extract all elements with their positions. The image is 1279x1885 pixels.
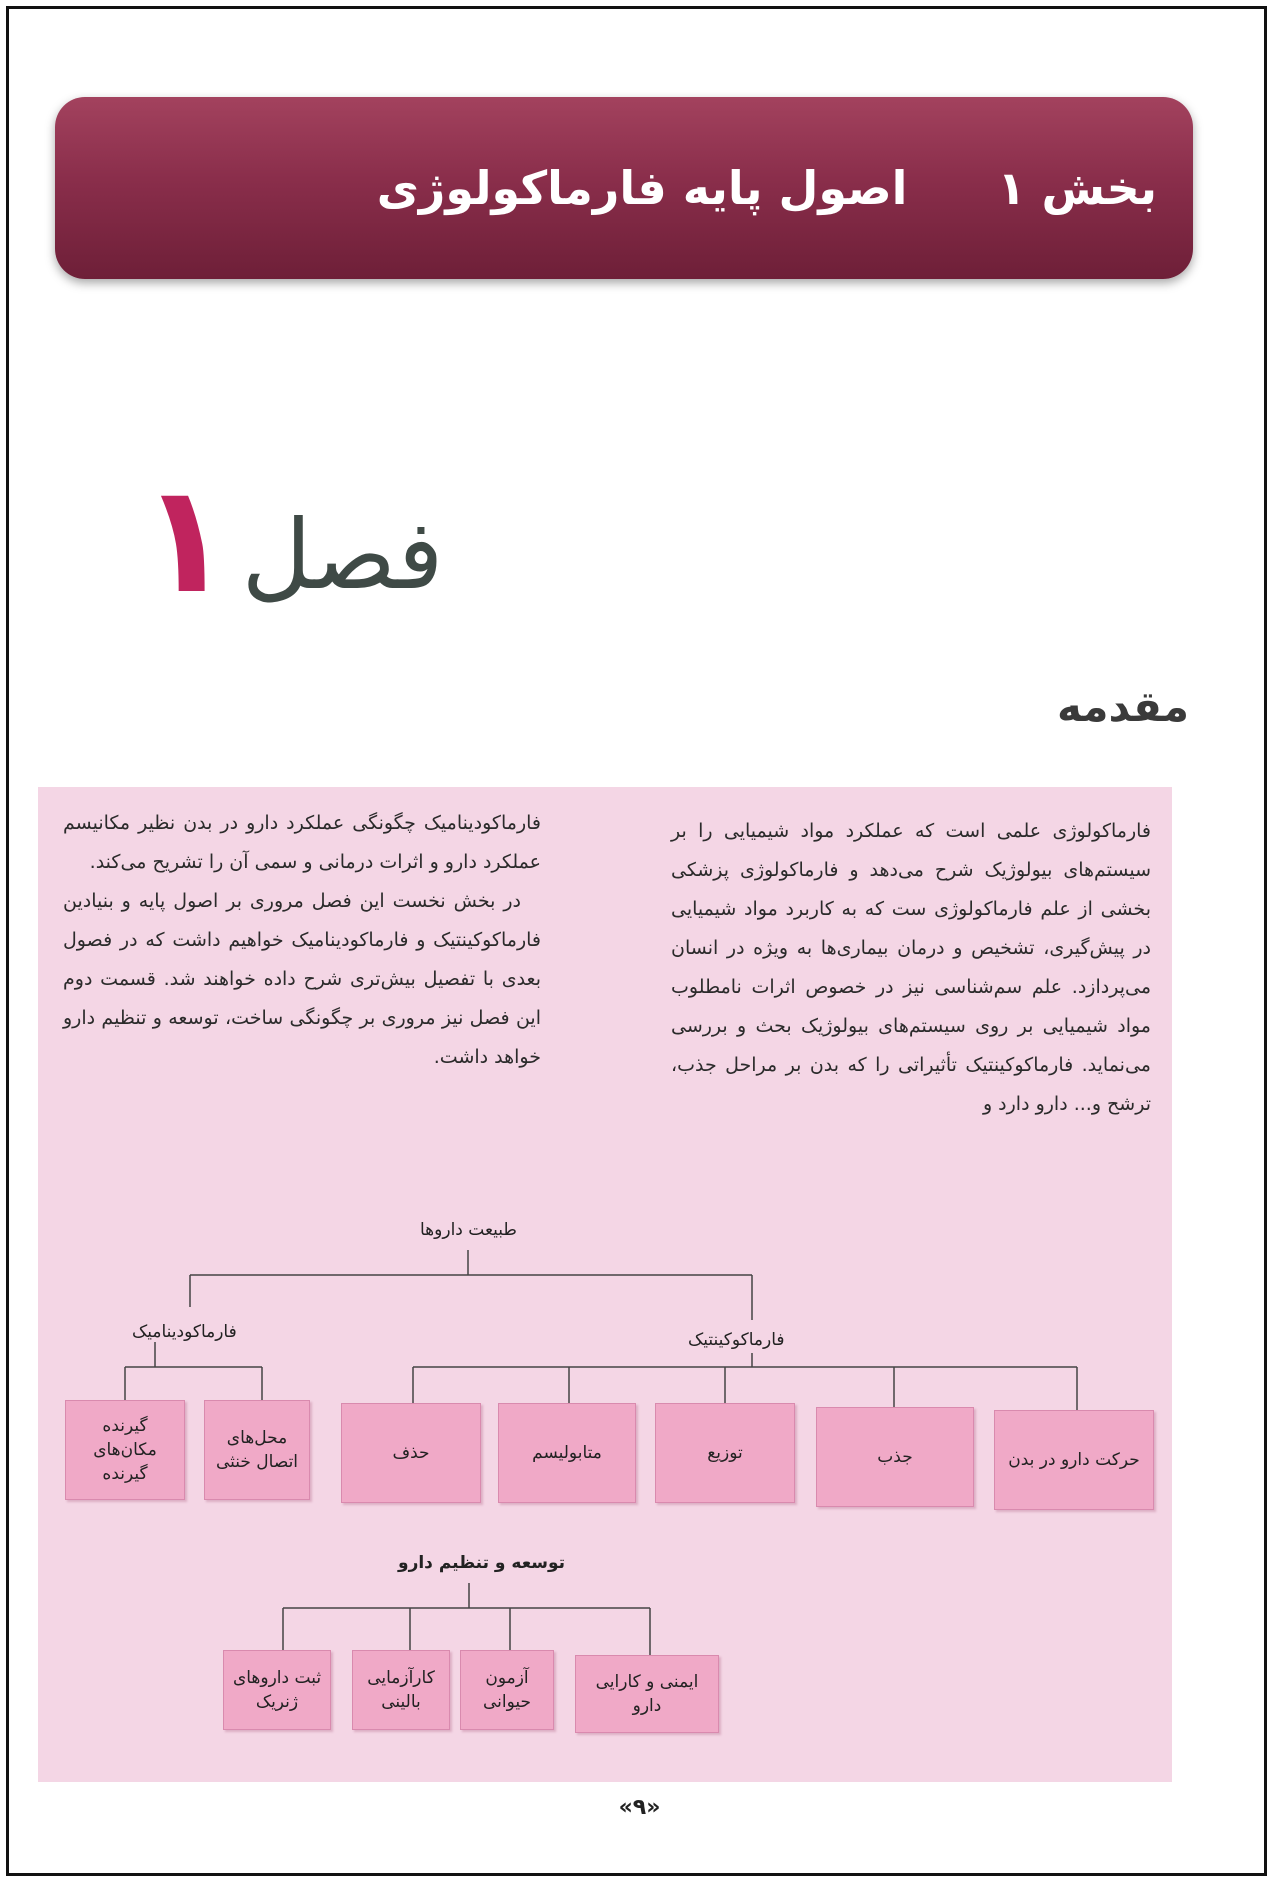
- intro-paragraph-1: فارماکولوژی علمی است که عملکرد مواد شیمیایی را بر سیستم‌های بیولوژیک شرح می‌دهد و فارماکولوژی پزشکی بخشی از علم فارماکولوژی ست که به کاربرد مواد شیمیایی در پیش‌گیری، تشخیص و درمان بیماری‌ها به ویژه در انسان می‌پردازد. علم سم‌شناسی نیز در خصوص اثرات نامطلوب مواد شیمیایی بر روی سیستم‌های بیولوژیک بحث و بررسی می‌نماید. فارماکوکینتیک تأثیراتی را که بدن بر مراحل جذب، ترشح و... دارو دارد و: [671, 820, 1151, 1115]
- elimination-node: حذف: [341, 1403, 481, 1503]
- page-number: «۹»: [618, 1795, 661, 1820]
- intro-paragraph-2: فارماکودینامیک چگونگی عملکرد دارو در بدن نظیر مکانیسم عملکرد دارو و اثرات درمانی و سمی آن را تشریح می‌کند.: [63, 812, 541, 873]
- absorption-node: جذب: [816, 1407, 974, 1507]
- diagram-root-label: طبیعت داروها: [420, 1220, 517, 1240]
- drug-movement-node: حرکت دارو در بدن: [994, 1410, 1154, 1510]
- banner-part-number: بخش ۱: [997, 161, 1157, 215]
- distribution-node: توزیع: [655, 1403, 795, 1503]
- banner-part-title: اصول پایه فارماکولوژی: [376, 161, 908, 215]
- receptor-sites-node: گیرنده مکان‌های گیرنده: [65, 1400, 185, 1500]
- animal-testing-node: آزمون حیوانی: [460, 1650, 554, 1730]
- metabolism-node: متابولیسم: [498, 1403, 636, 1503]
- intro-paragraph-3: در بخش نخست این فصل مروری بر اصول پایه و بنیادین فارماکوکینتیک و فارماکودینامیک خواهیم داشت که در فصول بعدی با تفصیل بیش‌تری شرح داده خواهند شد. قسمت دوم این فصل نیز مروری بر چگونگی ساخت، توسعه و تنظیم دارو خواهد داشت.: [63, 890, 541, 1068]
- chapter-word: فصل: [241, 499, 444, 611]
- clinical-trial-node: کارآزمایی بالینی: [352, 1650, 450, 1730]
- safety-efficacy-node: ایمنی و کارایی دارو: [575, 1655, 719, 1733]
- section-heading: مقدمه: [1057, 682, 1189, 731]
- chapter-number: ۱: [140, 453, 232, 627]
- drug-development-label: توسعه و تنظیم دارو: [398, 1553, 566, 1573]
- pharmacokinetics-label: فارماکوکینتیک: [688, 1330, 785, 1350]
- neutral-binding-sites-node: محل‌های اتصال خنثی: [204, 1400, 310, 1500]
- pharmacodynamics-label: فارماکودینامیک: [132, 1322, 237, 1342]
- generic-registration-node: ثبت داروهای ژنریک: [223, 1650, 331, 1730]
